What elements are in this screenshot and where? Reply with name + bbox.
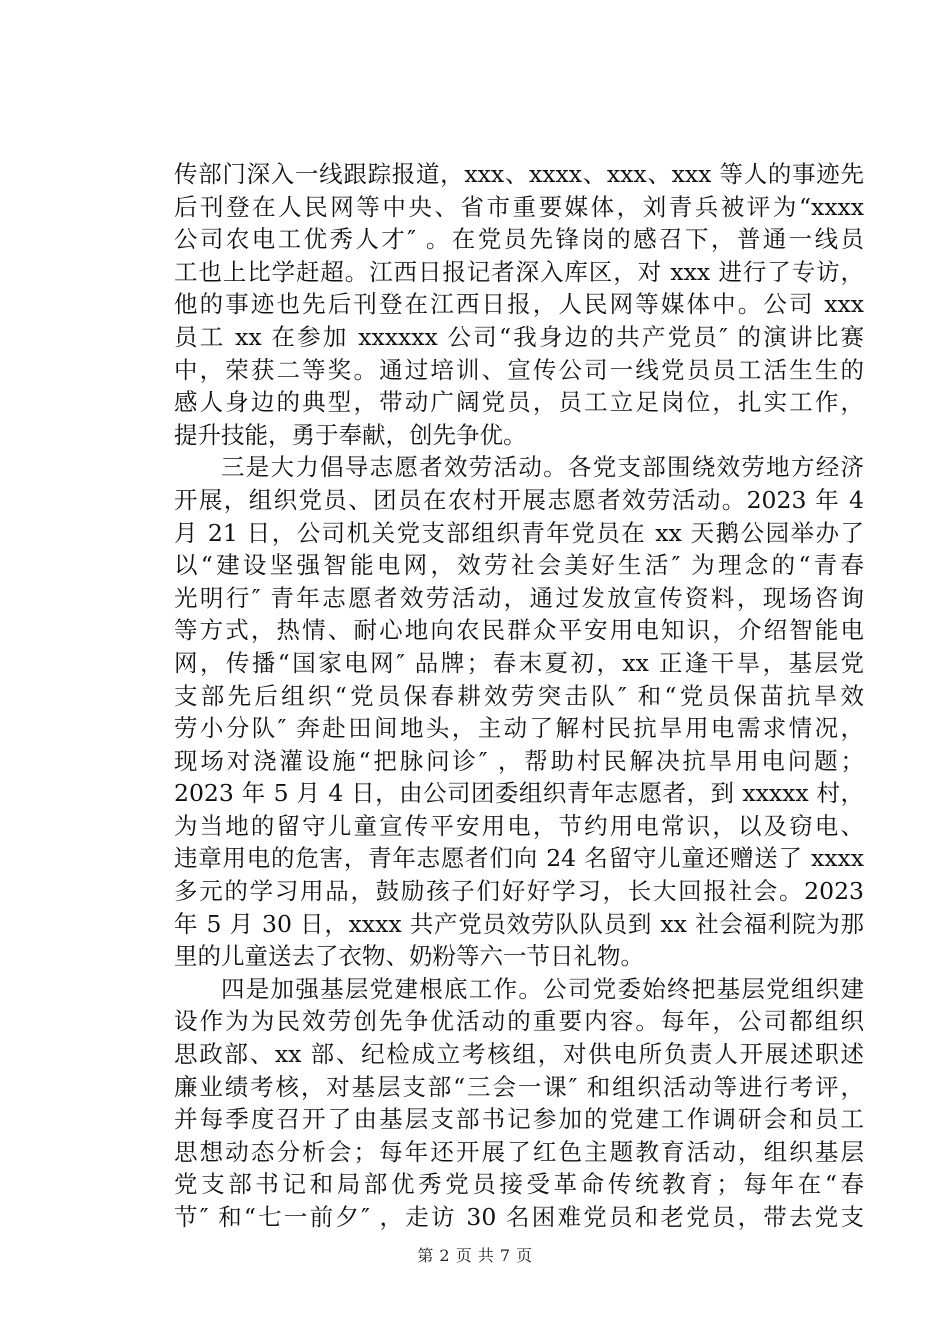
text-line: 后刊登在人民网等中央、省市重要媒体，刘青兵被评为“xxxx xyxy=(174,192,864,221)
text-line: 为当地的留守儿童宣传平安用电，节约用电常识，以及窃电、 xyxy=(174,811,864,840)
text-line: 员工 xx 在参加 xxxxxx 公司“我身边的共产党员″ 的演讲比赛 xyxy=(174,322,864,351)
text-line: 开展，组织党员、团员在农村开展志愿者效劳活动。2023 年 4 xyxy=(174,485,864,514)
text-line: 2023 年 5 月 4 日，由公司团委组织青年志愿者，到 xxxxx 村， xyxy=(174,779,864,808)
text-line: 年 5 月 30 日，xxxx 共产党员效劳队队员到 xx 社会福利院为那 xyxy=(174,909,864,938)
text-line: 以“建设坚强智能电网，效劳社会美好生活″ 为理念的“青春 xyxy=(174,551,864,580)
text-line: 感人身边的典型，带动广阔党员，员工立足岗位，扎实工作， xyxy=(174,388,864,417)
text-line: 四是加强基层党建根底工作。公司党委始终把基层党组织建 xyxy=(221,974,864,1003)
text-line: 党支部书记和局部优秀党员接受革命传统教育；每年在“春 xyxy=(174,1170,864,1199)
text-line: 光明行″ 青年志愿者效劳活动，通过发放宣传资料，现场咨询 xyxy=(174,583,864,612)
text-line: 中，荣获二等奖。通过培训、宣传公司一线党员员工活生生的 xyxy=(174,355,864,384)
text-line: 里的儿童送去了衣物、奶粉等六一节日礼物。 xyxy=(174,942,644,971)
text-line: 劳小分队″ 奔赴田间地头，主动了解村民抗旱用电需求情况， xyxy=(174,714,864,743)
text-line: 提升技能，勇于奉献，创先争优。 xyxy=(174,420,527,449)
text-line: 违章用电的危害，青年志愿者们向 24 名留守儿童还赠送了 xxxx xyxy=(174,844,864,873)
text-line: 他的事迹也先后刊登在江西日报，人民网等媒体中。公司 xxx xyxy=(174,290,864,319)
text-line: 支部先后组织“党员保春耕效劳突击队″ 和“党员保苗抗旱效 xyxy=(174,681,864,710)
text-line: 传部门深入一线跟踪报道，xxx、xxxx、xxx、xxx 等人的事迹先 xyxy=(174,160,864,188)
text-line: 网，传播“国家电网″ 品牌；春末夏初，xx 正逢干旱，基层党 xyxy=(174,648,864,677)
text-line: 公司农电工优秀人才″ 。在党员先锋岗的感召下，普通一线员 xyxy=(174,225,864,254)
text-line: 工也上比学赶超。江西日报记者深入库区，对 xxx 进行了专访， xyxy=(174,257,864,286)
text-line: 廉业绩考核，对基层支部“三会一课″ 和组织活动等进行考评， xyxy=(174,1072,864,1101)
page-footer: 第 2 页 共 7 页 xyxy=(417,1246,533,1265)
text-line: 思政部、xx 部、纪检成立考核组，对供电所负责人开展述职述 xyxy=(174,1040,864,1069)
text-line: 节″ 和“七一前夕″ ，走访 30 名困难党员和老党员，带去党支 xyxy=(174,1203,864,1231)
text-line: 等方式，热情、耐心地向农民群众平安用电知识，介绍智能电 xyxy=(174,616,864,645)
text-line: 三是大力倡导志愿者效劳活动。各党支部围绕效劳地方经济 xyxy=(221,453,864,482)
document-body xyxy=(174,158,864,1234)
text-line: 思想动态分析会；每年还开展了红色主题教育活动，组织基层 xyxy=(174,1137,864,1166)
text-line: 设作为为民效劳创先争优活动的重要内容。每年，公司都组织 xyxy=(174,1007,864,1036)
text-line: 现场对浇灌设施“把脉问诊″ ，帮助村民解决抗旱用电问题； xyxy=(174,746,864,775)
text-line: 并每季度召开了由基层支部书记参加的党建工作调研会和员工 xyxy=(174,1105,864,1134)
text-line: 月 21 日，公司机关党支部组织青年党员在 xx 天鹅公园举办了 xyxy=(174,518,864,547)
text-line: 多元的学习用品，鼓励孩子们好好学习，长大回报社会。2023 xyxy=(174,877,864,906)
